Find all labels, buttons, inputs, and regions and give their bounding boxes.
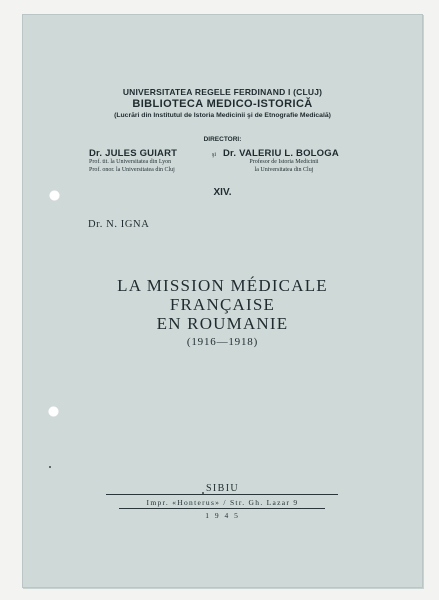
directors-label: DIRECTORI: <box>203 136 242 143</box>
university-name: UNIVERSITATEA REGELE FERDINAND I (CLUJ) <box>122 87 323 97</box>
series-title: BIBLIOTECA MEDICO-ISTORICĂ <box>132 98 313 110</box>
director-left <box>89 148 177 174</box>
series-subtitle: (Lucrări din Institutul de Istoria Medicinii şi de Etnografie Medicală) <box>114 112 331 119</box>
imprint-place: SIBIU <box>205 483 240 494</box>
volume-number: XIV. <box>213 187 232 198</box>
title-line-3: EN ROUMANIE <box>156 314 289 333</box>
author-name: Dr. N. IGNA <box>88 219 150 230</box>
director-left-info-2: Prof. onor. la Universitatea din Cluj <box>89 166 175 173</box>
paper-speck <box>202 492 204 494</box>
director-right-info-2: la Universitatea din Cluj <box>254 166 314 173</box>
title-dates: (1916—1918) <box>186 336 259 348</box>
director-right <box>223 148 339 174</box>
imprint-year: 1 9 4 5 <box>205 511 240 520</box>
director-left-name: Dr. JULES GUIART <box>89 148 178 159</box>
book-cover <box>22 14 423 588</box>
director-left-info-1: Prof. tit. la Universitatea din Lyon <box>89 159 172 165</box>
directors-conjunction: şi <box>212 152 217 158</box>
paper-speck <box>49 466 51 468</box>
imprint-rule-bottom <box>119 508 325 509</box>
director-right-name: Dr. VALERIU L. BOLOGA <box>223 148 339 159</box>
title-line-1: LA MISSION MÉDICALE <box>117 276 328 295</box>
title-line-2: FRANÇAISE <box>169 295 276 314</box>
binding-hole-bottom <box>48 406 59 417</box>
imprint-rule-top <box>106 494 338 495</box>
imprint-printer: Impr. «Honterus» / Str. Gh. Lazar 9 <box>146 498 299 507</box>
director-right-info-1: Profesor de Istoria Medicinii <box>249 159 319 165</box>
